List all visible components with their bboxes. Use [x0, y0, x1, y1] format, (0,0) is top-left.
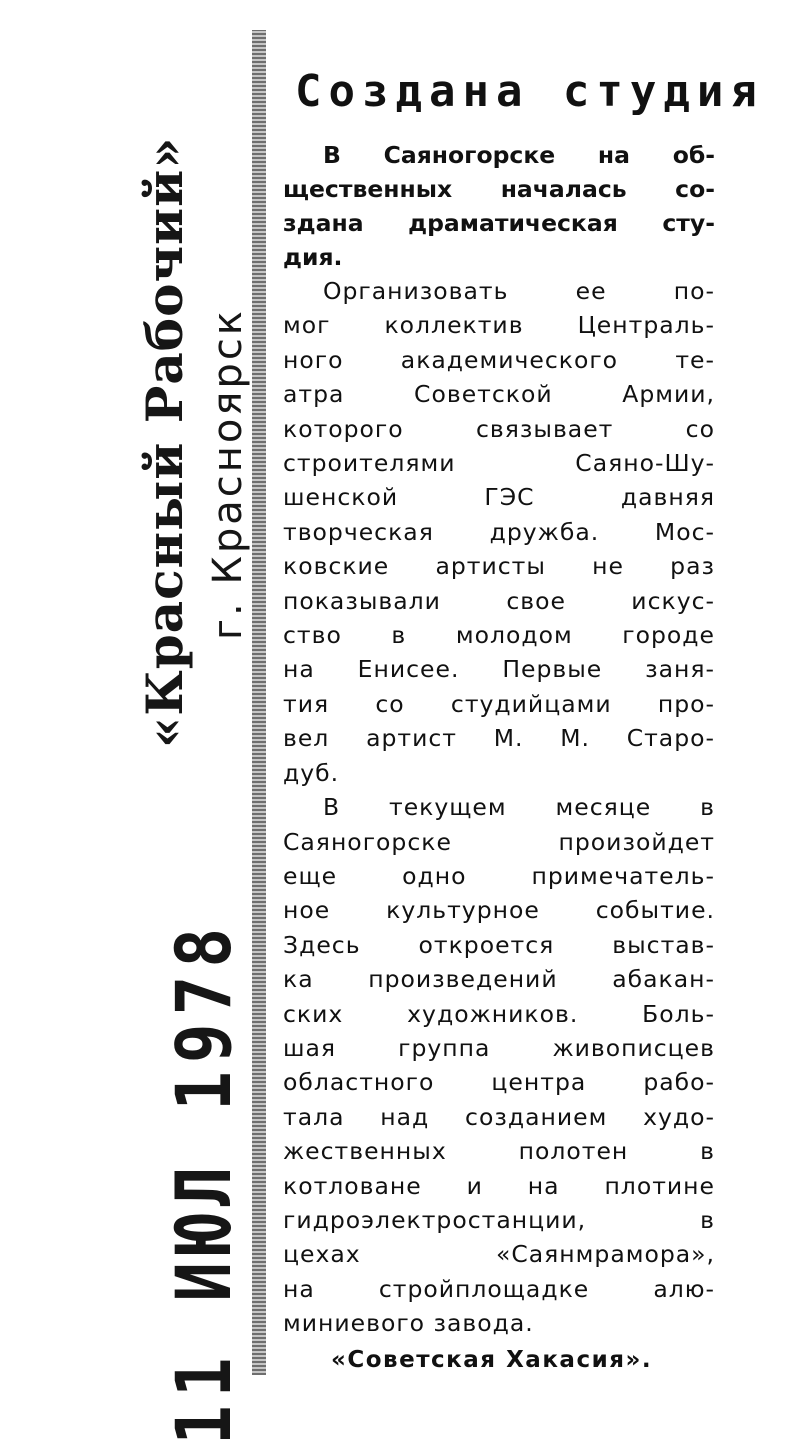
text-line: Здесь откроется выстав- — [283, 930, 715, 959]
text-line: жественных полотен в — [283, 1137, 715, 1166]
column-rule — [252, 30, 266, 1375]
text-line: тия со студийцами про- — [283, 689, 715, 718]
text-line: шенской ГЭС давняя — [283, 483, 715, 512]
text-line: дуб. — [283, 758, 340, 787]
article-paragraph-1 — [283, 274, 715, 790]
article-lead — [283, 138, 715, 274]
lead-line: щественных началась со- — [283, 175, 715, 203]
stamp-newspaper-name: «Красный Рабочий» — [135, 136, 194, 748]
text-line: Организовать ее по- — [323, 277, 715, 305]
text-line: ковские артисты не раз — [283, 552, 715, 581]
text-line: ное культурное событие. — [283, 896, 715, 925]
text-line: мог коллектив Централь- — [283, 311, 715, 340]
article-paragraph-2 — [283, 790, 715, 1341]
text-line: еще одно примечатель- — [283, 861, 715, 890]
text-line: цехах «Саянмрамора», — [283, 1240, 715, 1269]
text-line: Саяногорске произойдет — [283, 827, 715, 856]
text-line: ного академического те- — [283, 345, 715, 374]
text-line: тала над созданием худо- — [283, 1102, 715, 1131]
stamp-city: г. Красноярск — [205, 308, 251, 640]
text-line: шая группа живописцев — [283, 1033, 715, 1062]
lead-line: В Саяногорске на об- — [323, 141, 715, 169]
text-line: ство в молодом городе — [283, 621, 715, 650]
clipping-stamp — [0, 0, 250, 1445]
stamp-date: 11 ИЮЛ 1978 — [160, 919, 249, 1445]
text-line: атра Советской Армии, — [283, 380, 715, 409]
text-line: творческая дружба. Мос- — [283, 517, 715, 546]
text-line: ка произведений абакан- — [283, 965, 715, 994]
text-line: гидроэлектростанции, в — [283, 1205, 715, 1234]
article — [283, 60, 764, 1373]
lead-line: дия. — [283, 243, 343, 271]
text-line: В текущем месяце в — [323, 793, 715, 822]
article-source: «Советская Хакасия». — [331, 1346, 653, 1373]
text-line: котловане и на плотине — [283, 1171, 715, 1200]
text-line: строителями Саяно-Шу- — [283, 449, 715, 478]
lead-line: здана драматическая сту- — [283, 209, 715, 237]
text-line: вел артист М. М. Старо- — [283, 724, 715, 753]
text-line: на Енисее. Первые заня- — [283, 655, 715, 684]
text-line: миниевого завода. — [283, 1309, 534, 1338]
article-headline: Создана студия — [295, 66, 764, 117]
text-line: на стройплощадке алю- — [283, 1274, 715, 1303]
text-line: которого связывает со — [283, 414, 715, 443]
text-line: показывали свое искус- — [283, 586, 715, 615]
text-line: областного центра рабо- — [283, 1068, 715, 1097]
text-line: ских художников. Боль- — [283, 999, 715, 1028]
